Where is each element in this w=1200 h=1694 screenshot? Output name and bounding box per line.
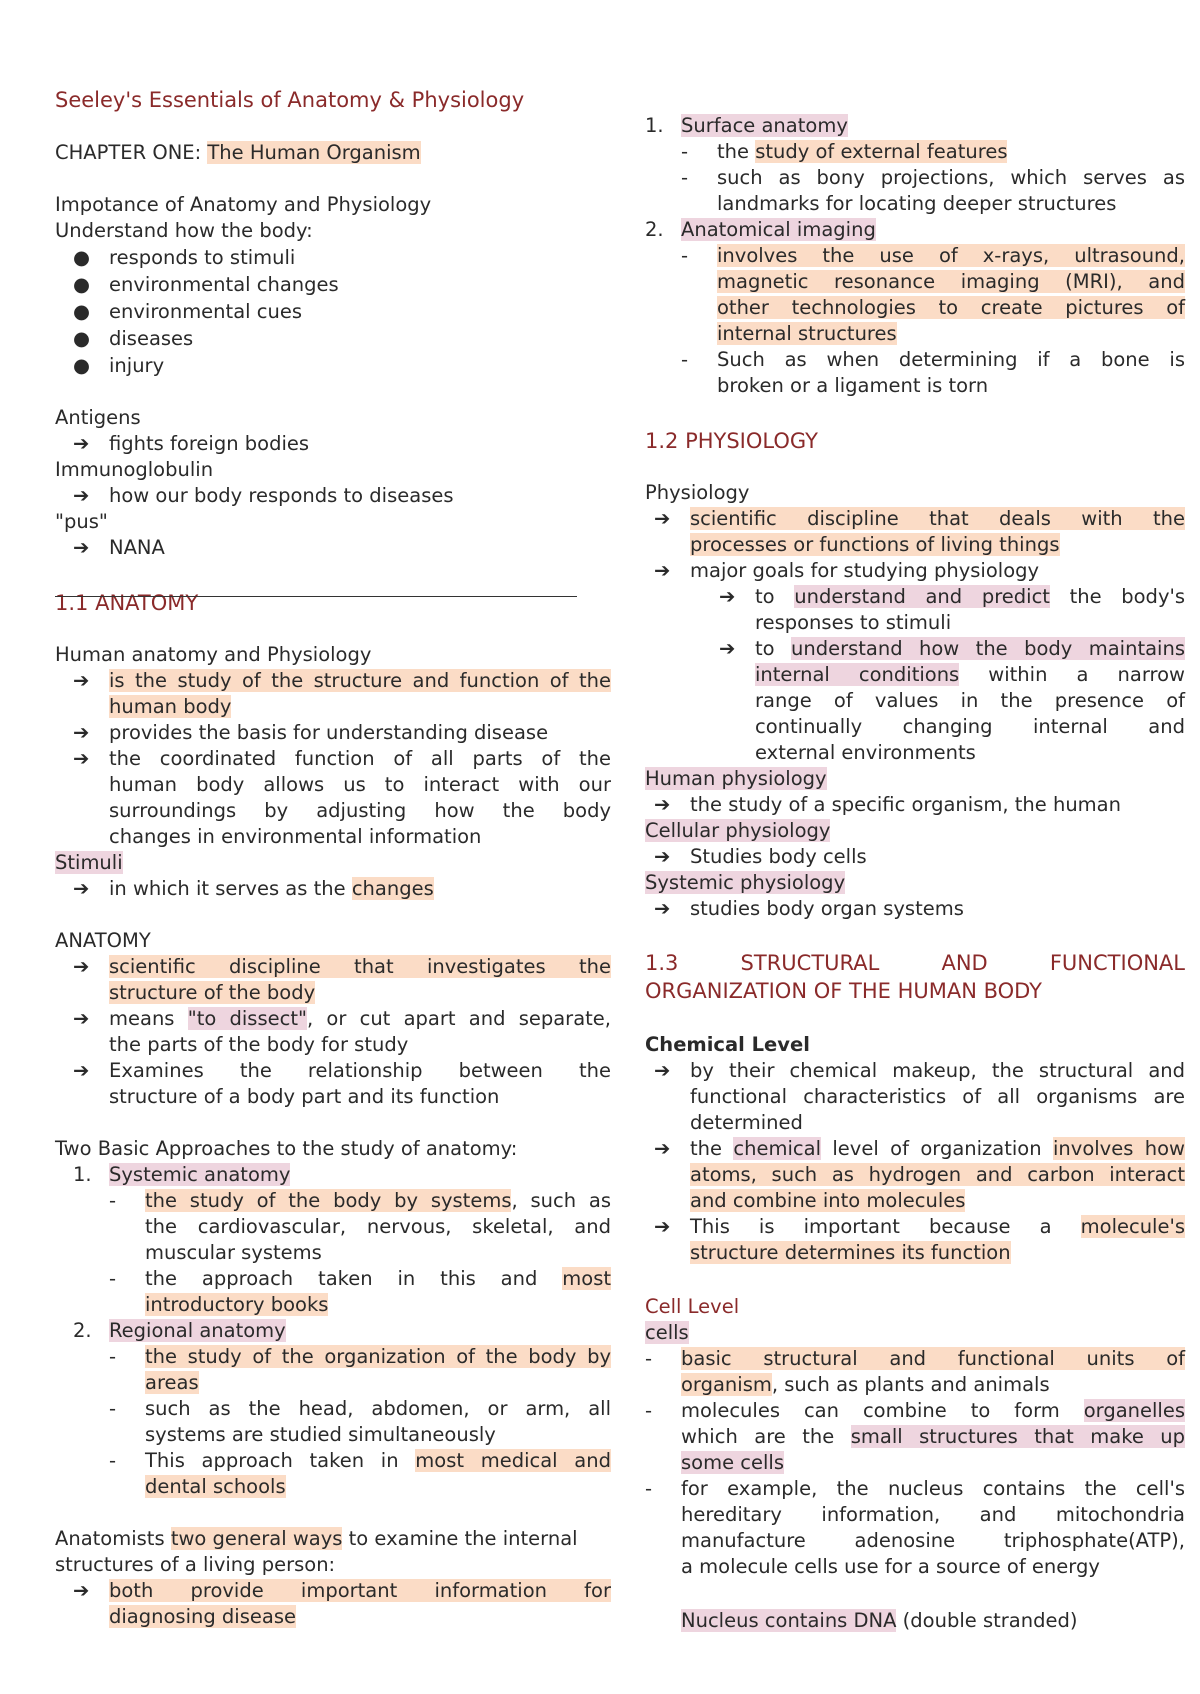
text-line [73,746,611,772]
highlighted-text: cells [645,1321,689,1344]
text-line [645,978,1185,1004]
highlighted-text: organelles [1083,1399,1185,1422]
text-segment: to [755,585,795,608]
highlighted-text: Human physiology [645,767,827,790]
arrow-bullet-icon: ➔ [73,877,90,900]
text-line [145,1474,611,1500]
highlighted-text: Systemic anatomy [109,1163,291,1186]
text-segment: means [109,1007,188,1030]
highlighted-text: involves how [1053,1137,1185,1160]
text-line [145,1422,611,1448]
text-line [73,326,611,352]
text-segment: (double stranded) [896,1609,1078,1632]
list-marker: - [109,1397,117,1420]
text-line [654,558,1185,584]
text-segment: Anatomists [55,1527,171,1550]
text-line [690,1162,1185,1188]
text-line [645,1346,1185,1372]
text-line [109,1266,611,1292]
text-line [755,610,1185,636]
highlighted-text: dental schools [145,1475,286,1498]
text-line [690,1084,1185,1110]
text-segment: 1.1 ANATOMY [55,591,199,615]
arrow-bullet-icon: ➔ [73,1579,90,1602]
text-line [109,1344,611,1370]
text-line [55,140,611,166]
text-line [73,1006,611,1032]
text-segment: which are the [681,1425,851,1448]
text-line [145,1240,611,1266]
highlighted-text: Anatomical imaging [681,218,876,241]
text-line [55,1552,611,1578]
text-segment: Antigens [55,406,141,429]
text-line [654,896,1185,922]
highlighted-text: organism [681,1373,772,1396]
arrow-bullet-icon: ➔ [73,747,90,770]
text-line [681,243,1185,269]
text-line [73,1318,611,1344]
text-segment: provides the basis for understanding disease [109,721,549,744]
highlighted-text: changes [351,877,434,900]
text-segment: Two Basic Approaches to the study of anatomy: [55,1137,518,1160]
highlighted-text: Systemic physiology [645,871,846,894]
text-line [681,139,1185,165]
text-segment: injury [109,354,165,377]
text-segment: human body allows us to interact with our [109,773,611,796]
list-marker: 1. [73,1163,92,1186]
text-segment: NANA [109,536,165,559]
text-line [109,694,611,720]
text-segment: Chemical Level [645,1033,810,1056]
text-line [690,1188,1185,1214]
list-marker: 2. [73,1319,92,1342]
text-segment: for example, the nucleus contains the cell's [681,1477,1185,1500]
highlighted-text: two general ways [170,1527,343,1550]
highlighted-text: molecule's [1080,1215,1185,1238]
text-line [55,1136,611,1162]
text-segment: , such as plants and animals [771,1373,1050,1396]
text-line [55,218,611,244]
text-segment: fights foreign bodies [109,432,310,455]
text-line [73,954,611,980]
arrow-bullet-icon: ➔ [654,1137,671,1160]
arrow-bullet-icon: ➔ [73,669,90,692]
text-line [690,1240,1185,1266]
text-segment: Understand how the body: [55,219,313,242]
highlighted-text: areas [145,1371,199,1394]
text-line [645,428,1185,454]
highlighted-text: is the study of the structure and function of the [109,669,611,692]
highlighted-text: Stimuli [55,851,123,874]
text-segment: responses to stimuli [755,611,952,634]
text-line [645,1294,1185,1320]
text-line [645,217,1185,243]
highlighted-text: Regional anatomy [109,1319,286,1342]
text-line [645,480,1185,506]
list-marker: - [681,166,689,189]
dot-bullet-icon: ● [73,246,91,269]
highlighted-text: atoms, such as hydrogen and carbon interact [690,1163,1185,1186]
text-segment: Such as when determining if a bone is [717,348,1185,371]
text-line [73,1058,611,1084]
highlighted-text: magnetic resonance imaging (MRI), and [717,270,1185,293]
arrow-bullet-icon: ➔ [73,484,90,507]
text-line [73,535,611,561]
text-segment: to examine the internal [342,1527,578,1550]
highlighted-text: structure of the body [109,981,316,1004]
text-line [145,1214,611,1240]
text-line [109,1448,611,1474]
highlighted-text: study of external features [755,140,1008,163]
text-segment: determined [690,1111,803,1134]
highlighted-text: Cellular physiology [645,819,831,842]
text-line [109,1032,611,1058]
text-line [755,740,1185,766]
text-segment: the study of a specific organism, the human [690,793,1121,816]
text-line [109,1188,611,1214]
arrow-bullet-icon: ➔ [654,1059,671,1082]
text-segment: Seeley's Essentials of Anatomy & Physiology [55,88,525,112]
text-line [73,483,611,509]
text-line [654,1058,1185,1084]
highlighted-text: some cells [681,1451,784,1474]
text-line [73,353,611,379]
text-segment: CHAPTER ONE: [55,141,208,164]
text-segment: studies body organ systems [690,897,964,920]
text-line [645,1320,1185,1346]
highlighted-text: small structures that make up [850,1425,1186,1448]
arrow-bullet-icon: ➔ [719,585,736,608]
text-line [717,295,1185,321]
text-segment: muscular systems [145,1241,322,1264]
text-line [73,720,611,746]
text-line [73,1162,611,1188]
text-line [681,1608,1185,1634]
list-marker: - [109,1189,117,1212]
highlighted-text: structure determines its function [690,1241,1011,1264]
text-segment: responds to stimuli [109,246,296,269]
text-line [145,1370,611,1396]
arrow-bullet-icon: ➔ [719,637,736,660]
highlighted-text: understand how the body maintains [791,637,1185,660]
dot-bullet-icon: ● [73,354,91,377]
text-segment: the [690,1137,734,1160]
list-marker: - [681,140,689,163]
text-segment: Examines the relationship between the [109,1059,611,1082]
text-line [681,1554,1185,1580]
text-segment: Immunoglobulin [55,458,214,481]
text-segment: hereditary information, and mitochondria [681,1503,1185,1526]
text-segment: such as the head, abdomen, or arm, all [145,1397,611,1420]
text-segment: the [717,140,756,163]
text-line [645,1398,1185,1424]
text-line [109,1084,611,1110]
list-marker: - [109,1449,117,1472]
text-segment: external environments [755,741,976,764]
text-line [55,509,611,535]
text-segment: 1.3 STRUCTURAL AND FUNCTIONAL [645,951,1185,975]
text-line [145,1292,611,1318]
text-segment: Cell Level [645,1295,740,1318]
arrow-bullet-icon: ➔ [73,432,90,455]
highlighted-text: introductory books [145,1293,329,1316]
dot-bullet-icon: ● [73,327,91,350]
text-segment: Studies body cells [690,845,867,868]
text-line [55,87,611,113]
text-line [645,1032,1185,1058]
text-segment: how our body responds to diseases [109,484,454,507]
text-line [717,269,1185,295]
text-line [719,584,1185,610]
highlighted-text: most medical and [415,1449,611,1472]
text-segment: manufacture adenosine triphosphate(ATP), [681,1529,1185,1552]
text-line [645,950,1185,976]
highlighted-text: The Human Organism [207,141,421,164]
arrow-bullet-icon: ➔ [73,1007,90,1030]
highlighted-text: Nucleus contains DNA [681,1609,897,1632]
text-line [55,405,611,431]
text-line [681,1450,1185,1476]
text-line [109,798,611,824]
text-segment: range of values in the presence of [755,689,1185,712]
highlighted-text: chemical [733,1137,821,1160]
text-line [681,1502,1185,1528]
list-marker: - [645,1477,653,1500]
list-marker: - [109,1267,117,1290]
list-marker: 1. [645,114,664,137]
text-line [73,299,611,325]
text-segment: molecules can combine to form [681,1399,1084,1422]
arrow-bullet-icon: ➔ [654,1215,671,1238]
dot-bullet-icon: ● [73,300,91,323]
text-line [755,714,1185,740]
arrow-bullet-icon: ➔ [654,897,671,920]
highlighted-text: basic structural and functional units of [681,1347,1185,1370]
section-divider [55,596,577,597]
text-line [719,636,1185,662]
list-marker: - [109,1345,117,1368]
highlighted-text: human body [109,695,232,718]
dot-bullet-icon: ● [73,273,91,296]
highlighted-text: diagnosing disease [109,1605,296,1628]
text-line [109,980,611,1006]
list-marker: 2. [645,218,664,241]
text-line [73,876,611,902]
text-segment: landmarks for locating deeper structures [717,192,1117,215]
text-segment: Impotance of Anatomy and Physiology [55,193,432,216]
text-line [755,688,1185,714]
text-segment: to [755,637,791,660]
highlighted-text: scientific discipline that deals with the [690,507,1185,530]
highlighted-text: processes or functions of living things [690,533,1060,556]
arrow-bullet-icon: ➔ [654,559,671,582]
text-segment: ANATOMY [55,929,151,952]
text-line [755,662,1185,688]
text-line [55,928,611,954]
text-segment: the parts of the body for study [109,1033,409,1056]
highlighted-text: "to dissect" [187,1007,307,1030]
text-segment: such as bony projections, which serves as [717,166,1185,189]
text-segment: environmental cues [109,300,302,323]
text-line [690,1110,1185,1136]
text-line [681,1424,1185,1450]
text-line [690,532,1185,558]
text-line [73,245,611,271]
list-marker: - [645,1347,653,1370]
text-line [681,165,1185,191]
text-line [109,824,611,850]
text-segment: , such as [511,1189,611,1212]
arrow-bullet-icon: ➔ [73,1059,90,1082]
text-line [654,844,1185,870]
arrow-bullet-icon: ➔ [654,845,671,868]
arrow-bullet-icon: ➔ [73,955,90,978]
highlighted-text: internal structures [717,322,897,345]
highlighted-text: most [562,1267,611,1290]
text-segment: environmental changes [109,273,339,296]
text-line [109,772,611,798]
text-segment: level of organization [821,1137,1053,1160]
text-line [717,191,1185,217]
text-segment: structures of a living person: [55,1553,336,1576]
text-line [645,818,1185,844]
text-segment: "pus" [55,510,108,533]
text-line [55,590,611,616]
text-segment: This approach taken in [145,1449,416,1472]
text-line [654,1136,1185,1162]
text-line [109,1396,611,1422]
text-segment: by their chemical makeup, the structural and [690,1059,1185,1082]
text-segment: in which it serves as the [109,877,352,900]
text-segment: the coordinated function of all parts of the [109,747,611,770]
text-line [717,373,1185,399]
text-line [645,766,1185,792]
text-line [109,1604,611,1630]
text-line [654,1214,1185,1240]
text-segment: functional characteristics of all organisms are [690,1085,1185,1108]
highlighted-text: other technologies to create pictures of [717,296,1185,319]
text-line [717,321,1185,347]
text-segment: major goals for studying physiology [690,559,1040,582]
text-segment: systems are studied simultaneously [145,1423,496,1446]
text-segment: the body's [1049,585,1185,608]
highlighted-text: involves the use of x-rays, ultrasound, [717,244,1185,267]
text-segment: continually changing internal and [755,715,1185,738]
text-segment: structure of a body part and its function [109,1085,500,1108]
arrow-bullet-icon: ➔ [654,793,671,816]
text-line [55,457,611,483]
text-line [645,1476,1185,1502]
text-segment: Physiology [645,481,750,504]
highlighted-text: internal conditions [755,663,960,686]
arrow-bullet-icon: ➔ [73,536,90,559]
text-segment: ORGANIZATION OF THE HUMAN BODY [645,979,1043,1003]
text-segment: the approach taken in this and [145,1267,563,1290]
text-line [681,347,1185,373]
text-segment: within a narrow [959,663,1185,686]
text-line [73,668,611,694]
text-line [55,642,611,668]
text-line [645,870,1185,896]
text-segment: surroundings by adjusting how the body [109,799,611,822]
highlighted-text: the study of the body by systems [145,1189,512,1212]
text-line [55,850,611,876]
list-marker: - [681,348,689,371]
list-marker: - [645,1399,653,1422]
highlighted-text: and combine into molecules [690,1189,966,1212]
text-segment: 1.2 PHYSIOLOGY [645,429,818,453]
arrow-bullet-icon: ➔ [73,721,90,744]
text-line [55,192,611,218]
text-line [55,1526,611,1552]
highlighted-text: understand and predict [794,585,1050,608]
text-line [73,431,611,457]
text-line [654,792,1185,818]
text-line [654,506,1185,532]
text-line [73,272,611,298]
highlighted-text: Surface anatomy [681,114,848,137]
text-segment: diseases [109,327,194,350]
text-line [645,113,1185,139]
text-segment: broken or a ligament is torn [717,374,989,397]
text-segment: a molecule cells use for a source of energy [681,1555,1100,1578]
text-segment: changes in environmental information [109,825,482,848]
text-line [73,1578,611,1604]
text-line [681,1528,1185,1554]
highlighted-text: scientific discipline that investigates the [109,955,611,978]
text-segment: Human anatomy and Physiology [55,643,372,666]
list-marker: - [681,244,689,267]
highlighted-text: the study of the organization of the body by [145,1345,611,1368]
text-segment: the cardiovascular, nervous, skeletal, and [145,1215,611,1238]
text-line [681,1372,1185,1398]
text-segment: This is important because a [690,1215,1081,1238]
highlighted-text: both provide important information for [109,1579,611,1602]
text-segment: , or cut apart and separate, [306,1007,611,1030]
arrow-bullet-icon: ➔ [654,507,671,530]
